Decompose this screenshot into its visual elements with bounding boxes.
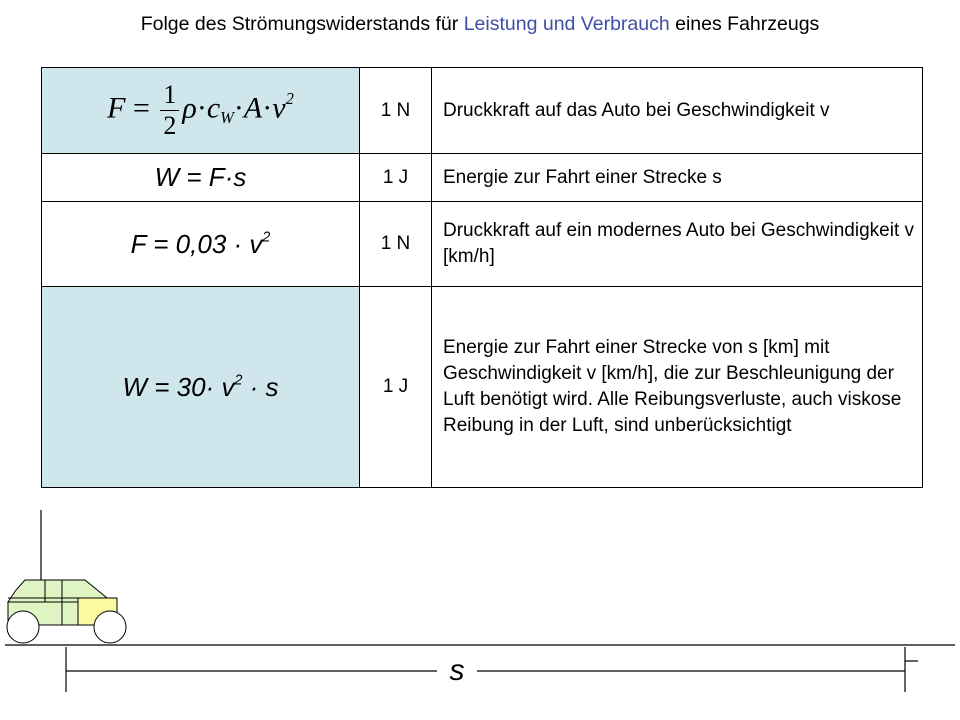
title-text-end: eines Fahrzeugs [669, 13, 820, 35]
title-highlight: Leistung und Verbrauch [463, 13, 670, 35]
unit-cell: 1 N [360, 68, 432, 154]
fraction: $\frac{1}{2}$ [160, 80, 179, 141]
car-icon [7, 580, 126, 643]
description-cell: Druckkraft auf ein modernes Auto bei Geschwindigkeit v [km/h] [432, 202, 923, 287]
description-cell: Energie zur Fahrt einer Strecke s [432, 154, 923, 202]
car-wheel [7, 611, 39, 643]
formula-work: W = F·s [42, 154, 360, 202]
description-cell: Energie zur Fahrt einer Strecke von s [km] mit Geschwindigkeit v [km/h], die zur Beschleunigung der Luft benötigt wird. Alle Reibungsverluste, auch viskose Reibung in der Luft, sind unberücksichtigt [432, 287, 923, 488]
formula-car-energy: $W = 30\cdot v^2 \cdot s$ [42, 287, 360, 488]
unit-cell: 1 N [360, 202, 432, 287]
unit-cell: 1 J [360, 287, 432, 488]
description-cell: Druckkraft auf das Auto bei Geschwindigkeit v [432, 68, 923, 154]
car-wheel [94, 611, 126, 643]
distance-label: s [437, 650, 477, 692]
formula-car-force: $F = 0,03 \cdot v^2$ [42, 202, 360, 287]
unit-cell: 1 J [360, 154, 432, 202]
title-text: Folge des Strömungswiderstands für [140, 13, 464, 35]
formula-drag-force: F = $\frac{1}{2}$ $\rho\cdot c_W\cdot A\cdot v^2$ [42, 68, 360, 154]
